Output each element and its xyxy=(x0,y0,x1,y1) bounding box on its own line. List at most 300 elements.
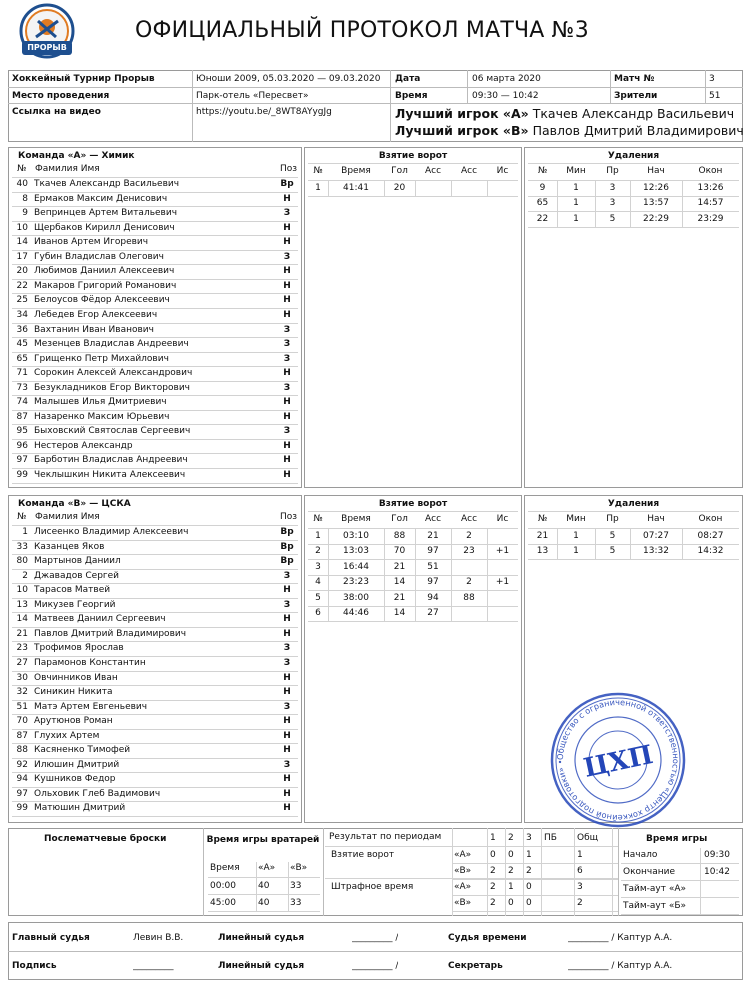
grid-line xyxy=(208,877,320,878)
player-name: Малышев Илья Дмитриевич xyxy=(34,397,167,408)
grid-line xyxy=(12,483,298,484)
periods-cell: 0 xyxy=(526,882,532,892)
player-position: Вр xyxy=(280,541,294,552)
goal-cell: 21 xyxy=(427,530,439,541)
goal-cell: 03:10 xyxy=(343,530,369,541)
periods-cell: 1 xyxy=(526,850,532,860)
player-number: 20 xyxy=(16,266,28,277)
player-number: 14 xyxy=(16,237,28,248)
grid-line xyxy=(451,180,452,196)
grid-line xyxy=(208,894,320,895)
roster-header-position: Поз xyxy=(280,512,298,522)
goals-title: Взятие ворот xyxy=(378,151,448,161)
periods-cell: 0 xyxy=(490,850,496,860)
goal-cell: 41:41 xyxy=(343,182,369,193)
grid-line xyxy=(612,828,613,916)
player-number: 22 xyxy=(16,280,28,291)
player-number: 95 xyxy=(16,426,28,437)
penalty-cell: 13:57 xyxy=(643,198,669,208)
goal-cell: 3 xyxy=(315,561,321,572)
shootout-title: Послематчевые броски xyxy=(44,834,167,844)
goalie-time-header: «А» xyxy=(258,863,276,873)
goal-cell: 2 xyxy=(315,546,321,556)
player-name: Вахтанин Иван Иванович xyxy=(34,324,154,335)
player-name: Чеклышкин Никита Алексеевич xyxy=(34,470,186,480)
player-name: Овчинников Иван xyxy=(34,672,118,683)
goal-cell: 70 xyxy=(393,546,406,556)
grid-line xyxy=(557,528,558,559)
player-number: 10 xyxy=(16,585,28,596)
goal-cell: 97 xyxy=(427,577,439,587)
player-number: 2 xyxy=(22,570,28,581)
best-player-a: Лучший игрок «А» Ткачев Александр Васильевич xyxy=(395,106,735,121)
grid-line xyxy=(574,828,575,916)
grid-line xyxy=(621,863,739,864)
periods-team: «А» xyxy=(454,882,472,892)
player-position: Вр xyxy=(280,179,294,189)
player-name: Губин Владислав Олегович xyxy=(34,251,164,262)
player-position: З xyxy=(283,426,291,437)
period-pim-label: Штрафное время xyxy=(331,882,414,892)
timekeeper-label: Судья времени xyxy=(448,933,527,943)
goal-cell: 38:00 xyxy=(343,592,369,603)
player-number: 21 xyxy=(16,628,28,639)
player-name: Щербаков Кирилл Денисович xyxy=(34,222,175,233)
video-link[interactable]: https://youtu.be/_8WT8AYygJg xyxy=(196,107,332,117)
player-number: 97 xyxy=(16,455,28,466)
grid-line xyxy=(528,227,739,228)
goalie-time-header: Время xyxy=(210,863,240,873)
player-name: Быховский Святослав Сергеевич xyxy=(34,426,191,437)
player-number: 36 xyxy=(16,324,28,335)
goals-header: Ис xyxy=(496,166,509,176)
player-number: 96 xyxy=(16,440,28,451)
player-name: Матвеев Даниил Сергеевич xyxy=(34,614,166,625)
penalties-header: № xyxy=(537,514,548,524)
player-position: З xyxy=(283,701,291,712)
grid-line xyxy=(528,163,739,164)
player-name: Барботин Владислав Андреевич xyxy=(34,455,188,466)
goal-cell: 6 xyxy=(315,608,321,618)
grid-line xyxy=(557,180,558,227)
penalty-cell: 12:26 xyxy=(643,182,669,193)
grid-line xyxy=(487,180,488,196)
player-number: 99 xyxy=(16,803,28,814)
venue-value: Парк-отель «Пересвет» xyxy=(196,91,309,101)
signature-value: _________ xyxy=(133,961,174,971)
periods-header: 1 xyxy=(490,833,496,843)
grid-line xyxy=(12,816,298,817)
grid-line xyxy=(328,528,329,621)
penalty-cell: 5 xyxy=(609,546,616,556)
goal-cell: 2 xyxy=(466,530,472,541)
player-name: Микузев Георгий xyxy=(34,599,116,610)
player-position: Н xyxy=(283,745,291,756)
periods-team: «В» xyxy=(454,866,472,876)
goalie-time-cell: 33 xyxy=(290,898,302,908)
match-number-value: 3 xyxy=(709,74,715,84)
periods-cell: 1 xyxy=(577,850,583,860)
player-number: 1 xyxy=(22,527,28,537)
penalty-cell: 1 xyxy=(573,198,579,208)
penalty-cell: 08:27 xyxy=(697,530,724,541)
game-time-value: 10:42 xyxy=(704,867,730,877)
date-value: 06 марта 2020 xyxy=(472,74,541,84)
grid-line xyxy=(308,621,518,622)
player-number: 51 xyxy=(16,701,28,712)
penalty-cell: 13:32 xyxy=(643,546,669,556)
goal-cell: 13:03 xyxy=(343,546,369,556)
goal-cell: 94 xyxy=(427,592,439,603)
roster-header-position: Поз xyxy=(280,164,298,174)
goals-header: № xyxy=(313,166,323,176)
goalie-time-title: Время игры вратарей xyxy=(206,835,320,845)
goal-cell: 27 xyxy=(427,608,439,618)
penalties-title: Удаления xyxy=(607,499,660,509)
goal-cell: 88 xyxy=(463,592,475,603)
player-position: Н xyxy=(283,774,291,785)
player-name: Иванов Артем Игоревич xyxy=(34,237,149,248)
player-number: 34 xyxy=(16,309,28,320)
grid-line xyxy=(415,180,416,196)
player-position: З xyxy=(283,251,291,262)
player-position: З xyxy=(283,339,291,350)
game-time-title: Время игры xyxy=(646,834,708,844)
player-name: Любимов Даниил Алексеевич xyxy=(34,266,175,277)
periods-cell: 0 xyxy=(526,898,532,908)
periods-cell: 0 xyxy=(508,850,514,860)
secretary-value: _________ / Каптур А.А. xyxy=(568,961,673,971)
penalties-header: Мин xyxy=(566,514,586,524)
goals-header: Асс xyxy=(460,166,478,176)
grid-line xyxy=(288,862,289,911)
periods-cell: 2 xyxy=(490,882,496,892)
spectators-label: Зрители xyxy=(614,91,658,101)
player-position: З xyxy=(283,570,291,581)
period-goals-label: Взятие ворот xyxy=(331,850,395,860)
player-position: З xyxy=(283,599,291,610)
player-number: 14 xyxy=(16,614,28,625)
penalties-header: Пр xyxy=(606,514,619,524)
goals-header: Гол xyxy=(391,166,408,176)
goalie-time-cell: 33 xyxy=(290,881,302,891)
grid-line xyxy=(452,895,618,896)
penalty-cell: 14:32 xyxy=(697,546,724,556)
signature-label: Подпись xyxy=(12,961,57,971)
penalty-cell: 9 xyxy=(539,182,546,193)
date-label: Дата xyxy=(395,74,421,84)
player-number: 27 xyxy=(16,657,28,668)
video-label: Ссылка на видео xyxy=(12,107,101,117)
grid-line xyxy=(523,828,524,916)
goal-cell: 2 xyxy=(466,577,472,587)
player-number: 30 xyxy=(16,672,28,683)
penalty-cell: 07:27 xyxy=(643,530,669,541)
player-name: Ткачев Александр Васильевич xyxy=(34,179,180,189)
goals-box xyxy=(304,147,522,488)
periods-team: «В» xyxy=(454,898,472,908)
player-number: 23 xyxy=(16,643,28,654)
venue-label: Место проведения xyxy=(12,91,110,101)
goals-header: Асс xyxy=(424,166,442,176)
grid-line xyxy=(541,828,542,916)
time-value: 09:30 — 10:42 xyxy=(472,91,539,101)
player-position: Вр xyxy=(280,527,294,537)
player-name: Арутюнов Роман xyxy=(34,716,113,727)
penalty-cell: 1 xyxy=(573,546,579,556)
roster-header-number: № xyxy=(17,164,27,174)
official-stamp xyxy=(548,690,688,830)
player-position: Н xyxy=(283,440,291,451)
head-referee-value: Левин В.В. xyxy=(133,933,184,943)
goalie-time-header: «В» xyxy=(290,863,308,873)
periods-cell: 0 xyxy=(508,898,514,908)
roster-header-name: Фамилия Имя xyxy=(35,164,100,174)
periods-header: 3 xyxy=(526,833,532,843)
best-player-b: Лучший игрок «В» Павлов Дмитрий Владимирович xyxy=(395,123,744,138)
player-name: Касяненко Тимофей xyxy=(34,745,131,756)
penalties-header: Нач xyxy=(647,166,665,176)
penalty-cell: 13:26 xyxy=(697,182,724,193)
logo xyxy=(14,3,80,63)
player-position: Н xyxy=(283,237,291,248)
grid-line xyxy=(452,879,618,880)
player-name: Мартынов Даниил xyxy=(34,556,121,567)
grid-line xyxy=(452,828,453,916)
grid-line xyxy=(630,528,631,559)
penalty-cell: 22 xyxy=(536,213,549,224)
periods-cell: 1 xyxy=(508,882,514,892)
grid-line xyxy=(621,880,739,881)
player-name: Матэ Артем Евгеньевич xyxy=(34,701,148,712)
player-name: Илюшин Дмитрий xyxy=(34,759,120,770)
grid-line xyxy=(682,528,683,559)
grid-line xyxy=(700,848,701,914)
timekeeper-value: _________ / Каптур А.А. xyxy=(568,933,673,943)
grid-line xyxy=(384,180,385,196)
player-name: Сорокин Алексей Александрович xyxy=(34,368,193,379)
player-name: Джавадов Сергей xyxy=(34,570,120,581)
goal-cell: 23 xyxy=(463,546,475,556)
grid-line xyxy=(452,863,618,864)
player-position: Н xyxy=(283,193,291,204)
player-number: 70 xyxy=(16,716,28,727)
goalie-time-cell: 00:00 xyxy=(210,881,236,891)
penalty-cell: 3 xyxy=(609,182,616,193)
roster-header-name: Фамилия Имя xyxy=(35,512,100,522)
penalties-title: Удаления xyxy=(607,151,660,161)
penalty-cell: 5 xyxy=(609,213,616,224)
grid-line xyxy=(595,180,596,227)
player-number: 8 xyxy=(22,193,28,204)
linesman-1-value: _________ / xyxy=(352,933,399,943)
goal-cell: 51 xyxy=(427,561,439,572)
player-number: 13 xyxy=(16,599,28,610)
game-time-label: Начало xyxy=(623,850,658,860)
game-time-label: Тайм-аут «А» xyxy=(623,884,687,894)
player-position: З xyxy=(283,382,291,393)
grid-line xyxy=(682,180,683,227)
player-position: Н xyxy=(283,788,291,799)
player-name: Лисеенко Владимир Алексеевич xyxy=(34,527,189,537)
goal-cell: 14 xyxy=(393,608,406,618)
grid-line xyxy=(256,862,257,911)
goal-cell: 44:46 xyxy=(343,608,369,618)
player-number: 25 xyxy=(16,295,28,306)
player-position: Н xyxy=(283,280,291,291)
penalties-header: Нач xyxy=(647,514,665,524)
periods-cell: 2 xyxy=(508,866,514,876)
linesman-1-label: Линейный судья xyxy=(218,933,305,943)
player-number: 32 xyxy=(16,687,28,698)
stamp-ring-text: Общество с ограниченной ответственностью «Центр хоккейной подготовки» • xyxy=(554,696,682,824)
grid-line xyxy=(487,828,488,916)
grid-line xyxy=(621,914,739,915)
player-position: Н xyxy=(283,803,291,814)
periods-cell: 2 xyxy=(526,866,532,876)
page-title: ОФИЦИАЛЬНЫЙ ПРОТОКОЛ МАТЧА №3 xyxy=(135,18,589,43)
tournament-label: Хоккейный Турнир Прорыв xyxy=(12,74,155,84)
penalty-cell: 3 xyxy=(609,198,616,208)
grid-line xyxy=(487,528,488,621)
player-number: 45 xyxy=(16,339,28,350)
head-referee-label: Главный судья xyxy=(12,933,90,943)
roster-header-number: № xyxy=(17,512,27,522)
player-position: Н xyxy=(283,585,291,596)
player-number: 33 xyxy=(16,541,28,552)
goals-header: Гол xyxy=(391,514,408,524)
grid-line xyxy=(528,559,739,560)
grid-line xyxy=(451,528,452,621)
player-number: 9 xyxy=(22,208,28,219)
goalie-time-cell: 40 xyxy=(258,898,270,908)
player-name: Безукладников Егор Викторович xyxy=(34,382,190,393)
grid-line xyxy=(208,911,320,912)
player-position: Н xyxy=(283,368,291,379)
player-position: Вр xyxy=(280,556,294,567)
player-position: З xyxy=(283,759,291,770)
goals-header: Время xyxy=(341,166,371,176)
penalty-cell: 14:57 xyxy=(697,198,724,208)
player-number: 65 xyxy=(16,353,28,364)
grid-line xyxy=(595,528,596,559)
player-position: Н xyxy=(283,716,291,727)
goal-cell: 1 xyxy=(315,530,321,541)
penalty-cell: 13 xyxy=(536,546,549,556)
periods-cell: 6 xyxy=(577,866,583,876)
goal-cell: 21 xyxy=(393,592,406,603)
time-label: Время xyxy=(395,91,428,101)
player-number: 87 xyxy=(16,411,28,422)
penalty-cell: 1 xyxy=(573,530,579,541)
player-number: 92 xyxy=(16,759,28,770)
grid-line xyxy=(505,828,506,916)
goals-header: № xyxy=(313,514,323,524)
goal-cell: 88 xyxy=(393,530,406,541)
goal-cell: 23:23 xyxy=(343,577,369,587)
player-position: Н xyxy=(283,687,291,698)
match-number-label: Матч № xyxy=(614,74,655,84)
penalties-header: Мин xyxy=(566,166,586,176)
player-number: 73 xyxy=(16,382,28,393)
goal-cell: 4 xyxy=(315,577,321,587)
grid-line xyxy=(308,511,518,512)
player-name: Макаров Григорий Романович xyxy=(34,280,177,291)
grid-line xyxy=(328,180,329,196)
player-number: 80 xyxy=(16,556,28,567)
goal-cell: 21 xyxy=(393,561,406,572)
logo-text: ПРОРЫВ xyxy=(27,43,67,52)
player-position: Н xyxy=(283,266,291,277)
penalty-cell: 21 xyxy=(536,530,549,541)
goals-title: Взятие ворот xyxy=(378,499,448,509)
penalty-cell: 1 xyxy=(573,213,579,224)
linesman-2-label: Линейный судья xyxy=(218,961,305,971)
goals-header: Время xyxy=(341,514,371,524)
player-name: Парамонов Константин xyxy=(34,657,146,668)
player-position: Н xyxy=(283,614,291,625)
player-name: Павлов Дмитрий Владимирович xyxy=(34,628,187,639)
periods-team: «А» xyxy=(454,850,472,860)
player-position: Н xyxy=(283,672,291,683)
player-number: 71 xyxy=(16,368,28,379)
player-name: Матюшин Дмитрий xyxy=(34,803,126,814)
penalty-cell: 1 xyxy=(573,182,579,193)
grid-line xyxy=(621,897,739,898)
player-name: Тарасов Матвей xyxy=(34,585,111,596)
player-number: 10 xyxy=(16,222,28,233)
player-position: З xyxy=(283,643,291,654)
grid-line xyxy=(308,163,518,164)
periods-cell: 2 xyxy=(490,898,496,908)
player-number: 74 xyxy=(16,397,28,408)
penalty-cell: 22:29 xyxy=(643,213,669,224)
player-position: Н xyxy=(283,397,291,408)
player-name: Вепринцев Артем Витальевич xyxy=(34,208,178,219)
player-position: Н xyxy=(283,455,291,466)
player-number: 99 xyxy=(16,470,28,480)
player-number: 97 xyxy=(16,788,28,799)
stamp-center-text: ЦХП xyxy=(581,740,656,784)
grid-line xyxy=(415,528,416,621)
player-name: Ермаков Максим Денисович xyxy=(34,193,168,204)
periods-cell: 2 xyxy=(577,898,583,908)
periods-header: Общ xyxy=(577,833,599,843)
player-name: Назаренко Максим Юрьевич xyxy=(34,411,170,422)
penalties-header: Пр xyxy=(606,166,619,176)
player-position: Н xyxy=(283,730,291,741)
penalty-cell: 23:29 xyxy=(697,213,724,224)
player-name: Белоусов Фёдор Алексеевич xyxy=(34,295,170,306)
player-position: З xyxy=(283,324,291,335)
goal-cell: 5 xyxy=(315,592,321,603)
player-position: Н xyxy=(283,309,291,320)
penalty-cell: 65 xyxy=(536,198,549,208)
goal-cell: +1 xyxy=(495,546,510,556)
player-position: Н xyxy=(283,411,291,422)
grid-line xyxy=(308,196,518,197)
grid-line xyxy=(452,911,618,912)
grid-line xyxy=(528,511,739,512)
goals-header: Асс xyxy=(424,514,442,524)
periods-title: Результат по периодам xyxy=(329,832,442,842)
player-number: 87 xyxy=(16,730,28,741)
linesman-2-value: _________ / xyxy=(352,961,399,971)
game-time-label: Окончание xyxy=(623,867,676,877)
periods-header: 2 xyxy=(508,833,514,843)
grid-line xyxy=(630,180,631,227)
player-name: Грищенко Петр Михайлович xyxy=(34,353,169,364)
